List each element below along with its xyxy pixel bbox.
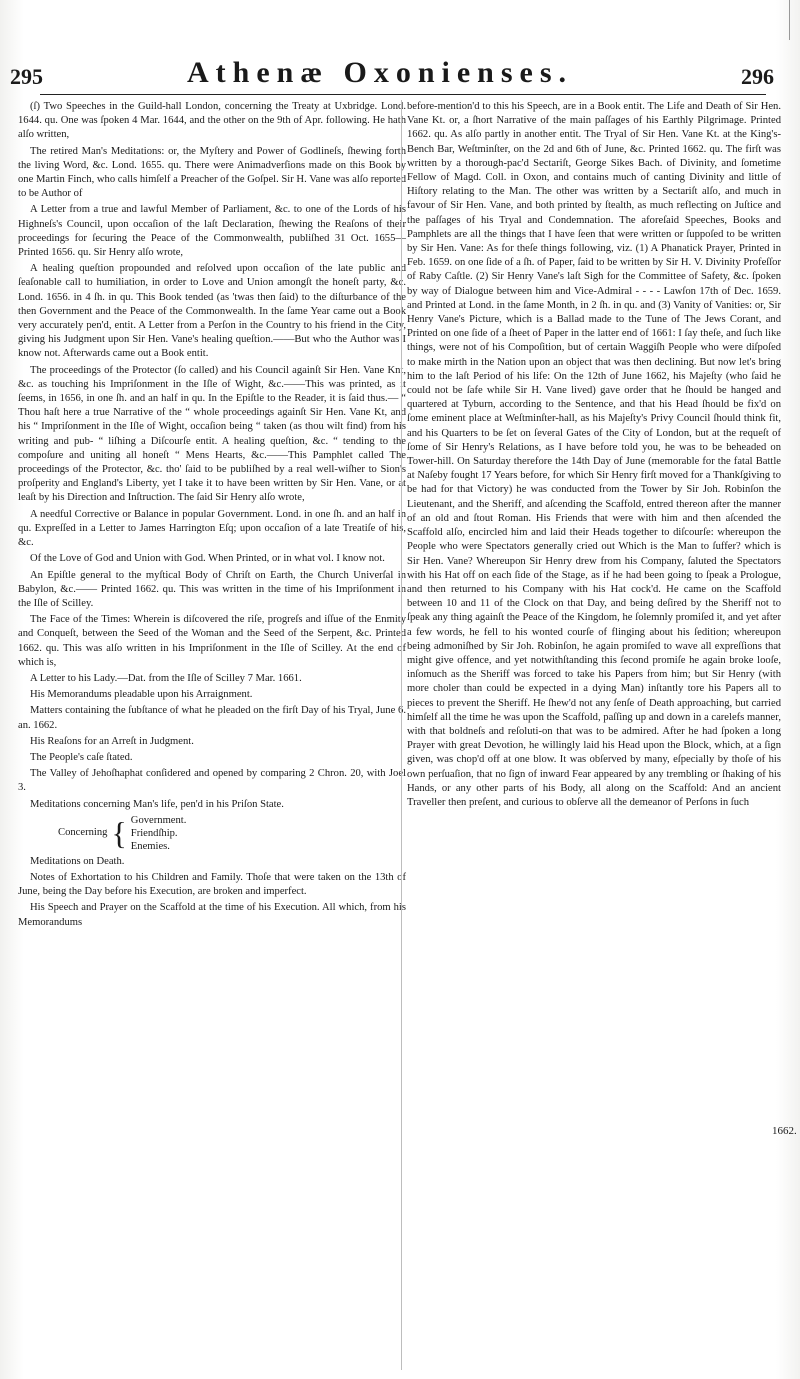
page-number-left: 295 (10, 64, 43, 89)
concerning-list (58, 814, 406, 853)
concerning-item: Enemies. (130, 840, 170, 852)
paragraph: His Reaſons for an Arreſt in Judgment. (30, 735, 194, 747)
paragraph: before-mention'd to this his Speech, are in a Book entit. The Life and Death of Sir Hen. Vane Kt. or, a ſhort Narrative of the main paſſages of his Earthly Pilgrimage. Printed 1662. qu. As alſo partly in another entit. The Tryal of Sir Hen. Vane Kt. at the King's-Bench Bar, Weſtminſter, on the 2d and 6th of June, &c. Printed 1662. qu. The firſt was written by a thorough-pac'd Sectariſt, George Sikes Bach. of Divinity, and ſometime Fellow of Magd. Coll. in Oxon, and contains much of canting Divinity and little of Hiſtory relating to the Man. The other was written by a Sectariſt alſo, and much in favour of Sir Hen. Vane, and both printed by ſtealth, as much reflecting on Juſtice and the paſſages of his Tryal and Condemnation. The aforeſaid Speeches, Books and Pamphlets are all the things that I have ſeen that were written or ſuppoſed to be written by Sir Hen. Vane: As for theſe things following, viz. (1) A Phanatick Prayer, Printed in Feb. 1659. on one ſide of a ſh. of Paper, ſaid to be written by Sir H. V. Divinity Profeſſor of Raby Caſtle. (2) Sir Henry Vane's laſt Sigh for the Committee of Safety, &c. ſpoken by way of Dialogue between him and Vice-Admiral - - - - Lawſon 17th of Dec. 1659. and Printed at Lond. in the ſame Month, in 2 ſh. in qu. and (3) Vanity of Vanities: or, Sir Henry Vane's Picture, which is a Ballad made to the Tune of The Jews Corant, and Printed on one ſide of a ſheet of Paper in the latter end of 1661: I ſay theſe, and ſuch like things, were not of his Compoſition, but of certain Waggiſh People who were diſpoſed to make mirth in the Nation upon an object that was then declining. But now let's bring him to the laſt Period of his life: On the 12th of June 1662, his Majeſty (who ſaid he could not be ſafe while Sir H. Vane lived) gave order that he ſhould be hanged and quartered at Tyburn, according to the Sentence, and that his Head ſhould be fix'd on ſome eminent place at Weſtminſter-hall, as his Majeſty's Privy Council ſhould think fit, and his Quarters to be ſet on ſeveral Gates of the City of London, but at the requeſt of ſome of Sir Henry's Relations, as I have before told you, he was to be beheaded on Tower-hill. On Saturday therefore the 14th Day of June (memorable for the fatal Battle at Naſeby fought 17 Years before, for which Sir Henry firſt moved for a Thankſgiving to be had for that Victory) he was conducted from the Tower by Sir Joh. Robinſon the Lieutenant, and the Sheriff, and aſcending the Scaffold, entred thereon after the manner of an old and ſtout Roman. His Friends that were with him and then aſcended the Scaffold alſo, encircled him and laid their Heads together to diſcourſe: whereupon the People who were Spectators generally cried out Which is the Man to ſuffer? which is Sir Hen. Vane? Whereupon Sir Henry drew from his Company, ſaluted the Spectators with his Hat off on each ſide of the Stage, as if he had been going to ſpeak a Prologue, and then returned to his Company with his Hat cock'd. He came on the Scaffold between 10 and 11 of the Clock on that Day, and being deſired by the Sheriff not to ſpeak any thing againſt the Peace of the Kingdom, he ſolemnly promiſed it, and yet after a few words, he fell to his wonted courſe of flinging about his ſedition; whereupon being admoniſhed by Sir Joh. Robinſon, he again promiſed to wave all expreſſions that might give offence, and yet notwithſtanding this ſecond promiſe he again broke looſe, inſomuch as the Sheriff was forced to take his Papers from him; but Sir Henry (with more choler than could be expected in a dying Man) inſtantly tore his Papers all to pieces to prevent the Sheriff. He ſhew'd not any ſenſe of Death approaching, but carried himſelf all the time he was upon the Scaffold, paſſing up and down in a carelefs manner, with that boldneſs and reſoluti-on that was to be admired. After he had ſpoken a long Prayer with great Devotion, he willingly laid his Head upon the Block, which, at a ſign given, was chop'd off at one blow. It was obſerved by many, eſpecially by thoſe of his own perſuaſion, that no ſign of inward Fear appeared by any trembling or ſhaking of his Hands, or any other parts of his Body, all along on the Scaffold: And an ancient Traveller then preſent, and curious to obſerve all the demeanor of Perſons in ſuch (407, 101, 781, 808)
margin-year: 1662. (772, 1125, 797, 1137)
header-rule (40, 94, 766, 95)
paragraph: A healing queſtion propounded and reſolved upon occaſion of the late public and ſeaſonable call to humiliation, in order to Love and Union amongſt the honeſt party, &c. Lond. 1656. in 4 ſh. in qu. This Book tended (as 'twas then ſaid) to the diſturbance of the then Government and the Peace of the Commonwealth. In the ſame Year came out a Book very accurately pen'd, entit. A Letter from a Perſon in the Country to his friend in the City, giving his Judgment upon Sir Hen. Vane's healing queſtion.——But who the Author was I know not. Afterwards came out a Book entit. (18, 263, 406, 360)
paragraph: Of the Love of God and Union with God. When Printed, or in what vol. I know not. (30, 553, 385, 565)
running-head: Athenæ Oxonienses. (186, 56, 574, 89)
paragraph: The People's caſe ſtated. (30, 751, 133, 763)
paragraph: Notes of Exhortation to his Children and Family. Thoſe that were taken on the 13th of June, being the Day before his Execution, are broken and imperfect. (18, 871, 406, 898)
paragraph: A Letter to his Lady.—Dat. from the Iſle of Scilley 7 Mar. 1661. (30, 672, 302, 684)
brace-glyph: { (111, 815, 127, 852)
concerning-item: Government. (130, 814, 187, 826)
paragraph: The proceedings of the Protector (ſo called) and his Council againſt Sir Hen. Vane Knt, &c. as touching his Impriſonment in the Iſle of Wight, &c.——This was printed, as it ſeems, in 1656, in one ſh. and an half in qu. In the Epiſtle to the Reader, it is ſaid thus.— “ Thou haſt here a true Narrative of the “ whole proceedings againſt Sir Hen. Vane Kt, and his “ Impriſonment in the Iſle of Wight, occaſion being “ taken (as thou wilt find) from his writing and pub- “ liſhing a Diſcourſe entit. A healing queſtion, &c. “ tending to the compoſure and uniting all honeſt “ Mens Hearts, &c.——This Pamphlet called The proceedings of the Protector, &c. tho' ſaid to be publiſhed by a real well-wiſher to Sion's proſperity and England's Liberty, yet I take it to have been written by Sir Hen. Vane, or at leaſt by his Direction and Inſtruction. The ſaid Sir Henry alſo wrote, (18, 364, 406, 504)
right-column (407, 100, 781, 812)
paragraph: (ſ) Two Speeches in the Guild-hall London, concerning the Treaty at Uxbridge. Lond. 1644. qu. One was ſpoken 4 Mar. 1644, and the other on the 9th of Apr. following. He hath alſo written, (18, 101, 406, 141)
paragraph: Matters containing the ſubſtance of what he pleaded on the firſt Day of his Tryal, June 6. an. 1662. (18, 705, 406, 731)
concerning-items (131, 814, 187, 853)
page-header (0, 18, 800, 88)
paragraph: Meditations concerning Man's life, pen'd in his Priſon State. (30, 798, 284, 810)
paragraph: His Memorandums pleadable upon his Arraignment. (30, 689, 253, 701)
concerning-item: Friendſhip. (130, 827, 178, 839)
column-divider (401, 100, 402, 1370)
page-number-right: 296 (741, 64, 774, 89)
concerning-label: Concerning (58, 827, 108, 839)
paragraph: His Speech and Prayer on the Scaffold at the time of his Execution. All which, from his Memorandums (18, 902, 406, 928)
left-column (18, 100, 406, 932)
paragraph: The Valley of Jehoſhaphat conſidered and opened by comparing 2 Chron. 20, with Joel 3. (18, 768, 406, 794)
paragraph: An Epiſtle general to the myſtical Body of Chriſt on Earth, the Church Univerſal in Babylon, &c.—— Printed 1662. qu. This was written in the time of his Impriſonment in the Iſle of Scilley. (18, 569, 406, 609)
paragraph: A Letter from a true and lawful Member of Parliament, &c. to one of the Lords of his Highneſs's Council, upon occaſion of the laſt Declaration, ſhewing the Reaſons of their proceedings for ſecuring the Peace of the Commonwealth, publiſhed 31 Oct. 1655—Printed 1656. qu. Sir Henry alſo wrote, (18, 204, 406, 259)
paragraph: Meditations on Death. (30, 855, 125, 867)
paragraph: The Face of the Times: Wherein is diſcovered the riſe, progreſs and iſſue of the Enmity and Conqueſt, between the Seed of the Woman and the Seed of the Serpent, &c. Printed 1662. qu. This was alſo written in his Impriſonment in the Iſle of Scilley. At the end of which is, (18, 614, 406, 668)
paragraph: The retired Man's Meditations: or, the Myſtery and Power of Godlineſs, ſhewing forth the living Word, &c. Lond. 1655. qu. There were Animadverſions made on this Book by one Martin Finch, who calls himſelf a Preacher of the Goſpel. Sir H. Vane was alſo reported to be Author of (18, 145, 406, 200)
paragraph: A needful Corrective or Balance in popular Government. Lond. in one ſh. and an half in qu. Expreſſed in a Letter to James Harrington Eſq; upon occaſion of a late Treatiſe of his, &c. (18, 508, 406, 549)
